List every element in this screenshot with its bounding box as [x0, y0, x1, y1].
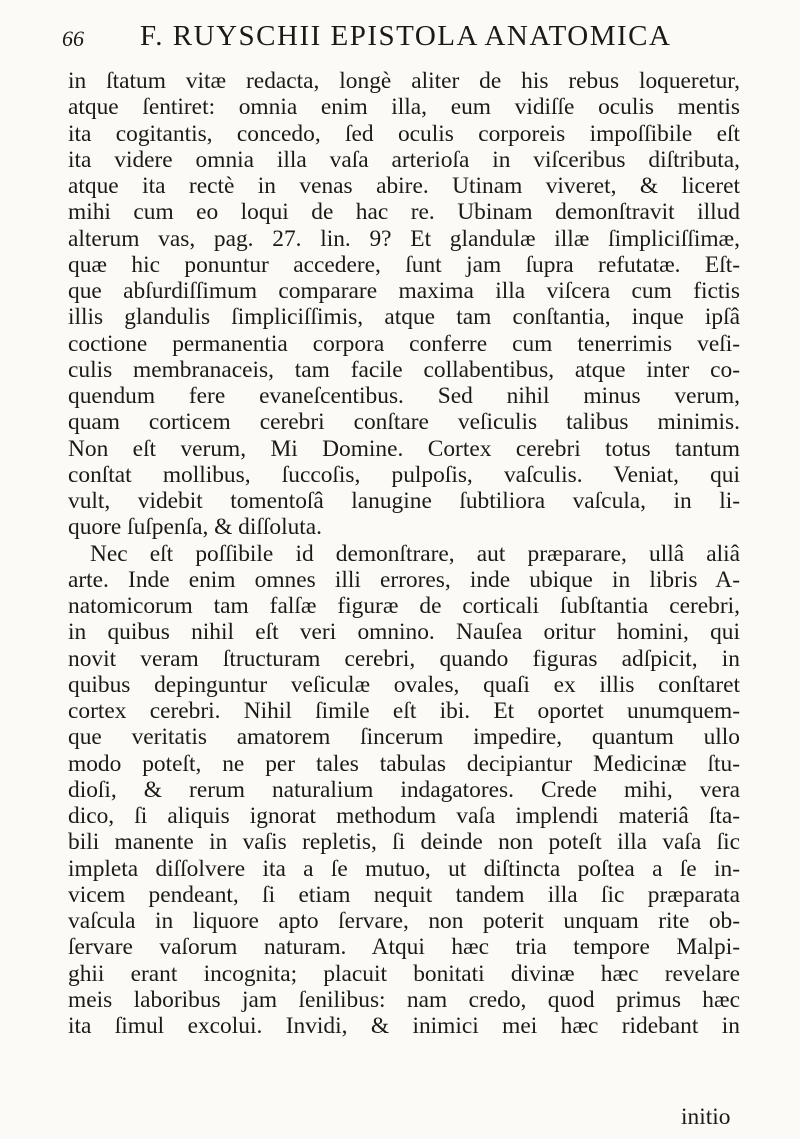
text-line: ita cogitantis, concedo, ſed oculis corporeis impoſſibile eſt — [68, 120, 740, 147]
running-title: F. RUYSCHII EPISTOLA ANATOMICA — [140, 20, 672, 52]
text-line: impleta diſſolvere ita a ſe mutuo, ut diſtincta poſtea a ſe in- — [68, 855, 740, 882]
text-line: quore ſuſpenſa, & diſſoluta. — [68, 514, 322, 541]
text-line: ghii erant incognita; placuit bonitati divinæ hæc revelare — [68, 960, 740, 987]
text-line: que veritatis amatorem ſincerum impedire, quantum ullo — [68, 724, 740, 751]
text-line: in quibus nihil eſt veri omnino. Nauſea oritur homini, qui — [68, 619, 740, 646]
text-line: in ſtatum vitæ redacta, longè aliter de his rebus loqueretur, — [68, 68, 740, 94]
text-line: mihi cum eo loqui de hac re. Ubinam demonſtravit illud — [68, 199, 740, 226]
text-line: dioſi, & rerum naturalium indagatores. Crede mihi, vera — [68, 776, 740, 803]
text-line: quendum fere evaneſcentibus. Sed nihil minus verum, — [68, 383, 740, 409]
text-line: illis glandulis ſimpliciſſimis, atque tam conſtantia, inque ipſâ — [68, 304, 740, 331]
text-line: ſervare vaſorum naturam. Atqui hæc tria tempore Malpi- — [68, 934, 740, 961]
text-line: vicem pendeant, ſi etiam nequit tandem illa ſic præparata — [68, 881, 740, 908]
text-line: Non eſt verum, Mi Domine. Cortex cerebri totus tantum — [68, 435, 740, 462]
text-line: quam corticem cerebri conſtare veſiculis talibus minimis. — [68, 409, 740, 436]
page-header — [62, 20, 742, 60]
text-line: cortex cerebri. Nihil ſimile eſt ibi. Et oportet unumquem- — [68, 698, 740, 724]
text-line: que abſurdiſſimum comparare maxima illa viſcera cum fictis — [68, 278, 740, 304]
page-number: 66 — [62, 26, 84, 51]
text-line: ita videre omnia illa vaſa arterioſa in viſceribus diſtributa, — [68, 146, 740, 173]
text-line: coctione permanentia corpora conferre cum tenerrimis veſi- — [68, 330, 740, 357]
text-line: conſtat mollibus, ſuccoſis, pulpoſis, vaſculis. Veniat, qui — [68, 461, 740, 488]
text-line: vult, videbit tomentoſâ lanugine ſubtiliora vaſcula, in li- — [68, 488, 740, 514]
text-line: atque ita rectè in venas abire. Utinam viveret, & liceret — [68, 173, 740, 199]
text-line: atque ſentiret: omnia enim illa, eum vidiſſe oculis mentis — [68, 94, 740, 121]
text-line: Nec eſt poſſibile id demonſtrare, aut præparare, ullâ aliâ — [90, 540, 740, 567]
body-text — [68, 68, 740, 1039]
text-line: dico, ſi aliquis ignorat methodum vaſa implendi materiâ ſta- — [68, 803, 740, 829]
text-line: meis laboribus jam ſenilibus: nam credo, quod primus hæc — [68, 986, 740, 1013]
text-line: natomicorum tam falſæ figuræ de corticali ſubſtantia cerebri, — [68, 593, 740, 619]
catchword: initio — [681, 1104, 731, 1130]
text-line: quibus depinguntur veſiculæ ovales, quaſi ex illis conſtaret — [68, 671, 740, 698]
text-line: quæ hic ponuntur accedere, ſunt jam ſupra refutatæ. Eſt- — [68, 251, 740, 278]
text-line: novit veram ſtructuram cerebri, quando figuras adſpicit, in — [68, 645, 740, 672]
text-line: arte. Inde enim omnes illi errores, inde ubique in libris A- — [68, 566, 740, 593]
text-line: modo poteſt, ne per tales tabulas decipiantur Medicinæ ſtu- — [68, 750, 740, 777]
text-line: ita ſimul excolui. Invidi, & inimici mei hæc ridebant in — [68, 1013, 740, 1039]
text-line: alterum vas, pag. 27. lin. 9? Et glandulæ illæ ſimpliciſſimæ, — [68, 225, 740, 252]
text-line: culis membranaceis, tam facile collabentibus, atque inter co- — [68, 356, 740, 383]
text-line: bili manente in vaſis repletis, ſi deinde non poteſt illa vaſa ſic — [68, 829, 740, 856]
text-line: vaſcula in liquore apto ſervare, non poterit unquam rite ob- — [68, 908, 740, 934]
